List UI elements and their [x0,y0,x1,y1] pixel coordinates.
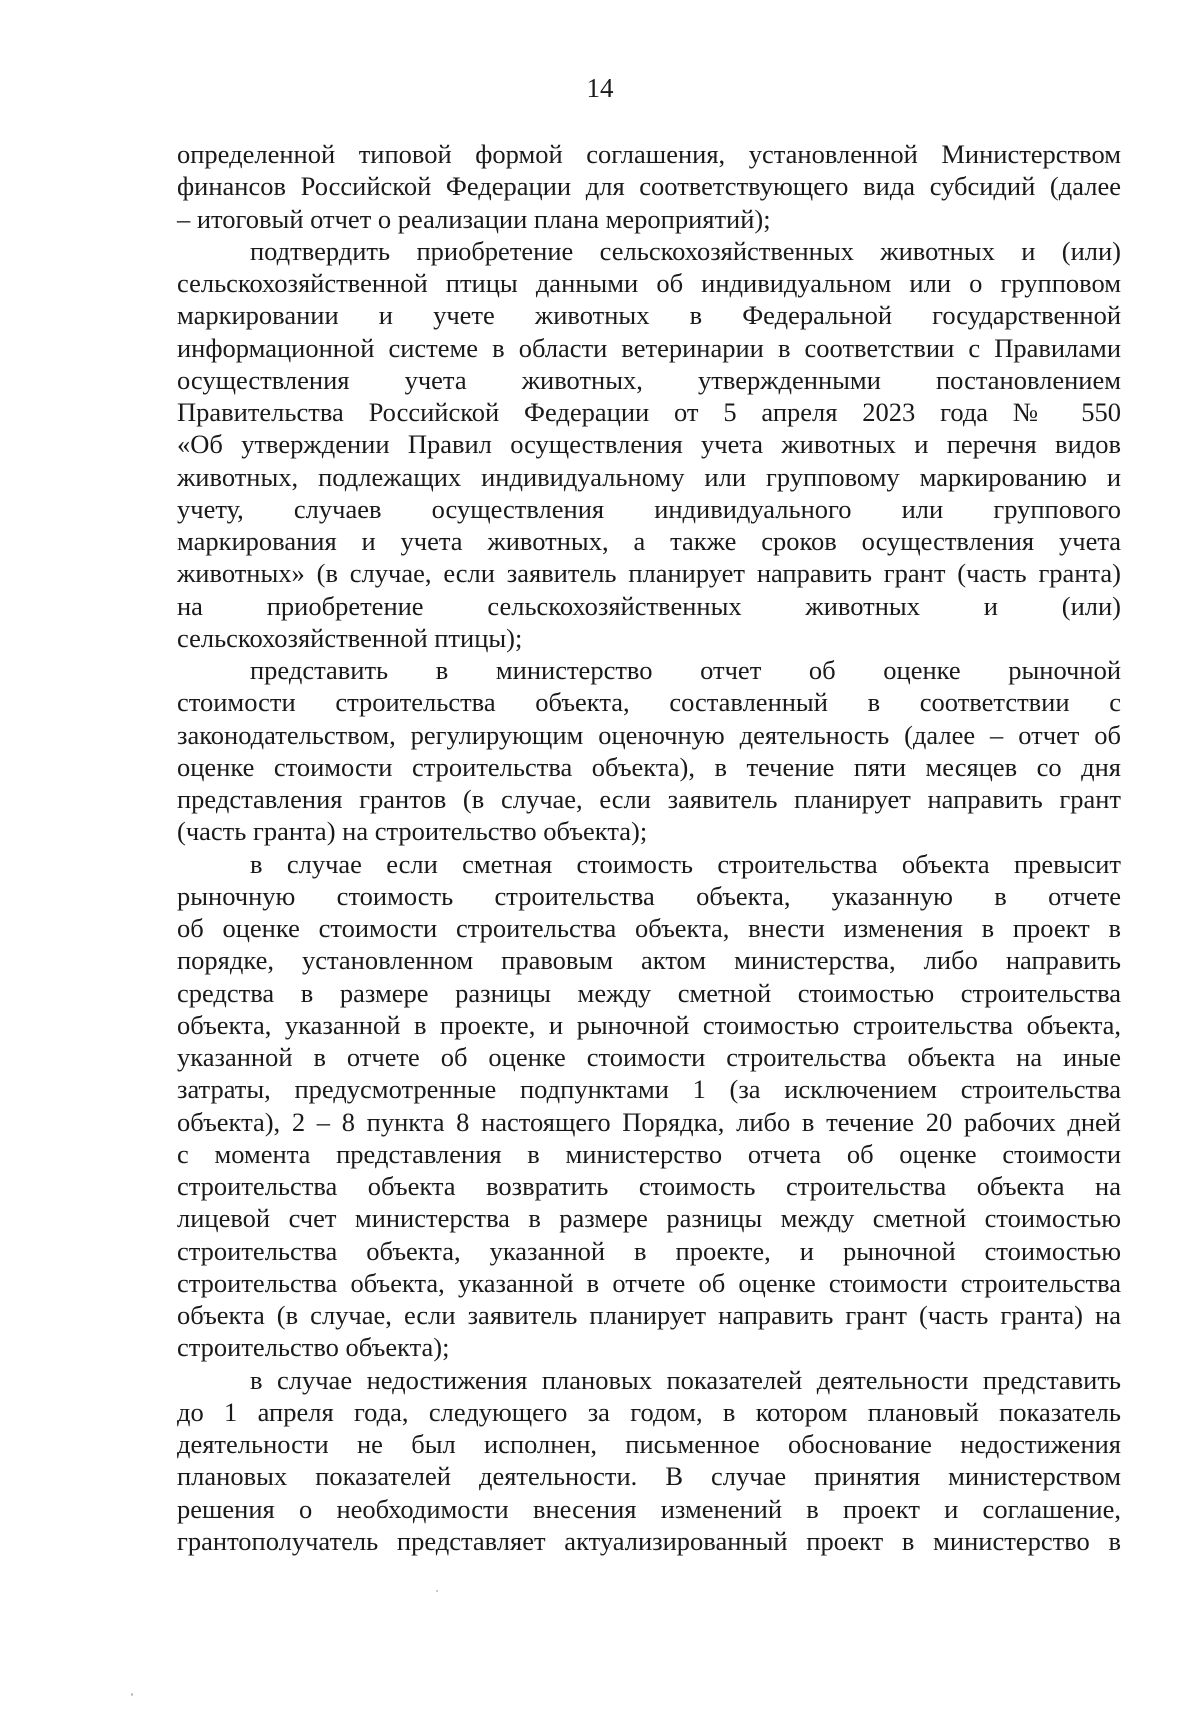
text-line: финансов Российской Федерации для соответствующего вида субсидий (далее [177,171,1121,202]
text-line: грантополучатель представляет актуализированный проект в министерство в [177,1525,1121,1556]
text-line: «Об утверждении Правил осуществления учета животных и перечня видов [177,429,1121,460]
text-line: лицевой счет министерства в размере разницы между сметной стоимостью [177,1203,1121,1234]
text-line: до 1 апреля года, следующего за годом, в котором плановый показатель [177,1396,1121,1427]
text-line: деятельности не был исполнен, письменное обоснование недостижения [177,1429,1121,1459]
scan-speck [131,1693,133,1696]
text-line: подтвердить приобретение сельскохозяйственных животных и (или) [250,235,1121,266]
text-line: порядке, установленном правовым актом министерства, либо направить [177,945,1121,976]
text-line: Правительства Российской Федерации от 5 апреля 2023 года № 550 [177,397,1121,427]
text-line: представить в министерство отчет об оценке рыночной [250,655,1121,685]
text-line: решения о необходимости внесения изменений в проект и соглашение, [177,1493,1121,1524]
text-line: об оценке стоимости строительства объекта, внести изменения в проект в [177,913,1121,943]
text-line: стоимости строительства объекта, составленный в соответствии с [177,687,1121,718]
text-line: информационной системе в области ветеринарии в соответствии с Правилами [177,332,1121,363]
text-line: на приобретение сельскохозяйственных животных и (или) [177,590,1121,621]
text-line: маркирования и учета животных, а также сроков осуществления учета [177,526,1121,556]
scan-speck [436,1590,438,1592]
text-line: животных, подлежащих индивидуальному или групповому маркированию и [177,461,1121,492]
text-line: сельскохозяйственной птицы); [177,622,523,653]
text-line: строительство объекта); [177,1332,450,1363]
text-line: в случае недостижения плановых показателей деятельности представить [250,1364,1121,1395]
text-line: объекта (в случае, если заявитель планирует направить грант (часть гранта) на [177,1300,1121,1330]
text-line: определенной типовой формой соглашения, установленной Министерством [177,139,1121,169]
text-line: строительства объекта, указанной в проекте, и рыночной стоимостью [177,1235,1121,1266]
text-line: строительства объекта возвратить стоимость строительства объекта на [177,1171,1121,1201]
text-line: объекта, указанной в проекте, и рыночной стоимостью строительства объекта, [177,1009,1121,1040]
text-line: плановых показателей деятельности. В случае принятия министерством [177,1461,1121,1492]
text-line: осуществления учета животных, утвержденными постановлением [177,364,1121,395]
text-line: строительства объекта, указанной в отчете об оценке стоимости строительства [177,1267,1121,1298]
text-line: – итоговый отчет о реализации плана мероприятий); [177,203,771,234]
page-number: 14 [586,73,614,103]
text-line: средства в размере разницы между сметной стоимостью строительства [177,977,1121,1008]
text-line: затраты, предусмотренные подпунктами 1 (за исключением строительства [177,1074,1121,1105]
text-line: объекта), 2 – 8 пункта 8 настоящего Порядка, либо в течение 20 рабочих дней [177,1106,1121,1137]
text-line: представления грантов (в случае, если заявитель планирует направить грант [177,784,1121,814]
text-line: в случае если сметная стоимость строительства объекта превысит [250,848,1121,879]
text-line: с момента представления в министерство отчета об оценке стоимости [177,1138,1121,1169]
text-line: рыночную стоимость строительства объекта, указанную в отчете [177,880,1121,911]
text-line: сельскохозяйственной птицы данными об индивидуальном или о групповом [177,268,1121,298]
text-line: учету, случаев осуществления индивидуального или группового [177,493,1121,524]
text-line: оценке стоимости строительства объекта), в течение пяти месяцев со дня [177,751,1121,782]
text-line: животных» (в случае, если заявитель планирует направить грант (часть гранта) [177,558,1121,589]
text-line: законодательством, регулирующим оценочную деятельность (далее – отчет об [177,719,1121,750]
text-line: (часть гранта) на строительство объекта); [177,816,648,847]
text-line: маркировании и учете животных в Федеральной государственной [177,300,1121,331]
body-text [177,138,1121,1557]
text-line: указанной в отчете об оценке стоимости строительства объекта на иные [177,1042,1121,1072]
